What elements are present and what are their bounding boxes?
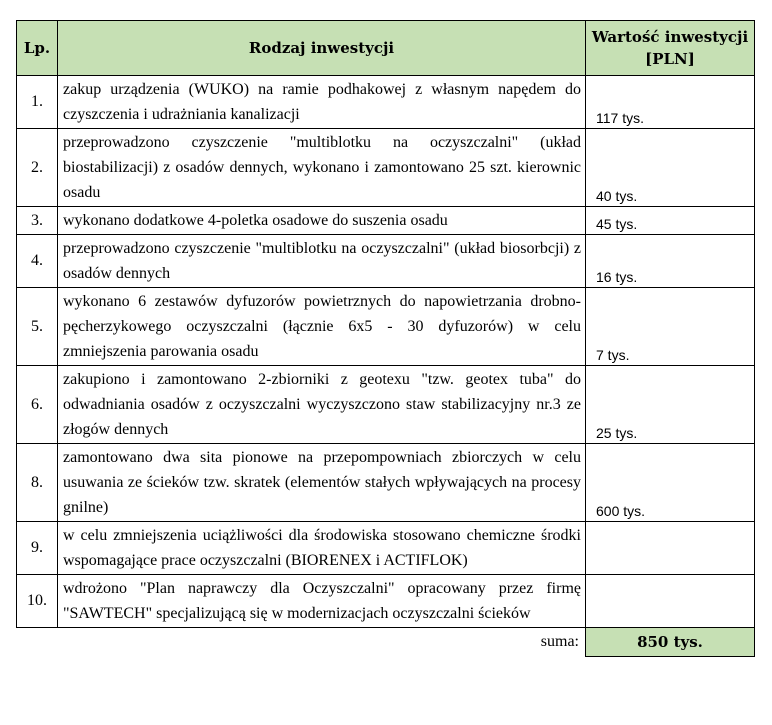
row-value: 117 tys. [586,76,755,129]
table-row [17,235,755,288]
row-lp: 3. [17,207,58,235]
row-description: przeprowadzono czyszczenie "multiblotku na oczyszczalni" (układ biostabilizacji) z osadów dennych, wykonano i zamontowano 25 szt. kierownic osadu [58,129,586,207]
summary-value: 850 tys. [586,628,755,657]
row-value [586,522,755,575]
investment-table [16,20,755,657]
row-description: zakup urządzenia (WUKO) na ramie podhakowej z własnym napędem do czyszczenia i udrażniania kanalizacji [58,76,586,129]
table-row [17,522,755,575]
row-value: 600 tys. [586,444,755,522]
row-value [586,575,755,628]
summary-spacer [17,628,58,657]
table-row [17,366,755,444]
summary-label: suma: [540,633,579,651]
row-value: 25 tys. [586,366,755,444]
row-lp: 5. [17,288,58,366]
header-lp: Lp. [17,21,58,76]
row-lp: 6. [17,366,58,444]
table-row [17,76,755,129]
row-description: wykonano dodatkowe 4-poletka osadowe do suszenia osadu [58,207,586,235]
row-lp: 4. [17,235,58,288]
row-description: wdrożono "Plan naprawczy dla Oczyszczalni" opracowany przez firmę "SAWTECH" specjalizującą się w modernizacjach oczyszczalni ścieków [58,575,586,628]
row-lp: 10. [17,575,58,628]
row-description: wykonano 6 zestawów dyfuzorów powietrznych do napowietrzania drobno-pęcherzykowego oczyszczalni (łącznie 6x5 - 30 dyfuzorów) w celu zmniejszenia parowania osadu [58,288,586,366]
row-lp: 8. [17,444,58,522]
row-value: 16 tys. [586,235,755,288]
header-rodzaj: Rodzaj inwestycji [58,21,586,76]
row-description: w celu zmniejszenia uciążliwości dla środowiska stosowano chemiczne środki wspomagające prace oczyszczalni (BIORENEX i ACTIFLOK) [58,522,586,575]
table-row [17,207,755,235]
row-value: 40 tys. [586,129,755,207]
table-row [17,129,755,207]
row-value: 7 tys. [586,288,755,366]
row-lp: 2. [17,129,58,207]
row-description: zamontowano dwa sita pionowe na przepompowniach zbiorczych w celu usuwania ze ścieków tzw. skratek (elementów stałych wpływających na procesy gnilne) [58,444,586,522]
header-wartosc [586,21,755,76]
row-lp: 9. [17,522,58,575]
table-row [17,444,755,522]
row-description: zakupiono i zamontowano 2-zbiorniki z geotexu "tzw. geotex tuba" do odwadniania osadów z oczyszczalni wyczyszczono staw stabilizacyjny nr.3 ze złogów dennych [58,366,586,444]
summary-row [17,628,755,657]
header-row [17,21,755,76]
header-wartosc-line2: [PLN] [645,50,695,68]
table-row [17,288,755,366]
row-value: 45 tys. [586,207,755,235]
table-row [17,575,755,628]
row-description: przeprowadzono czyszczenie "multiblotku na oczyszczalni" (układ biosorbcji) z osadów dennych [58,235,586,288]
row-lp: 1. [17,76,58,129]
header-wartosc-line1: Wartość inwestycji [591,28,749,46]
